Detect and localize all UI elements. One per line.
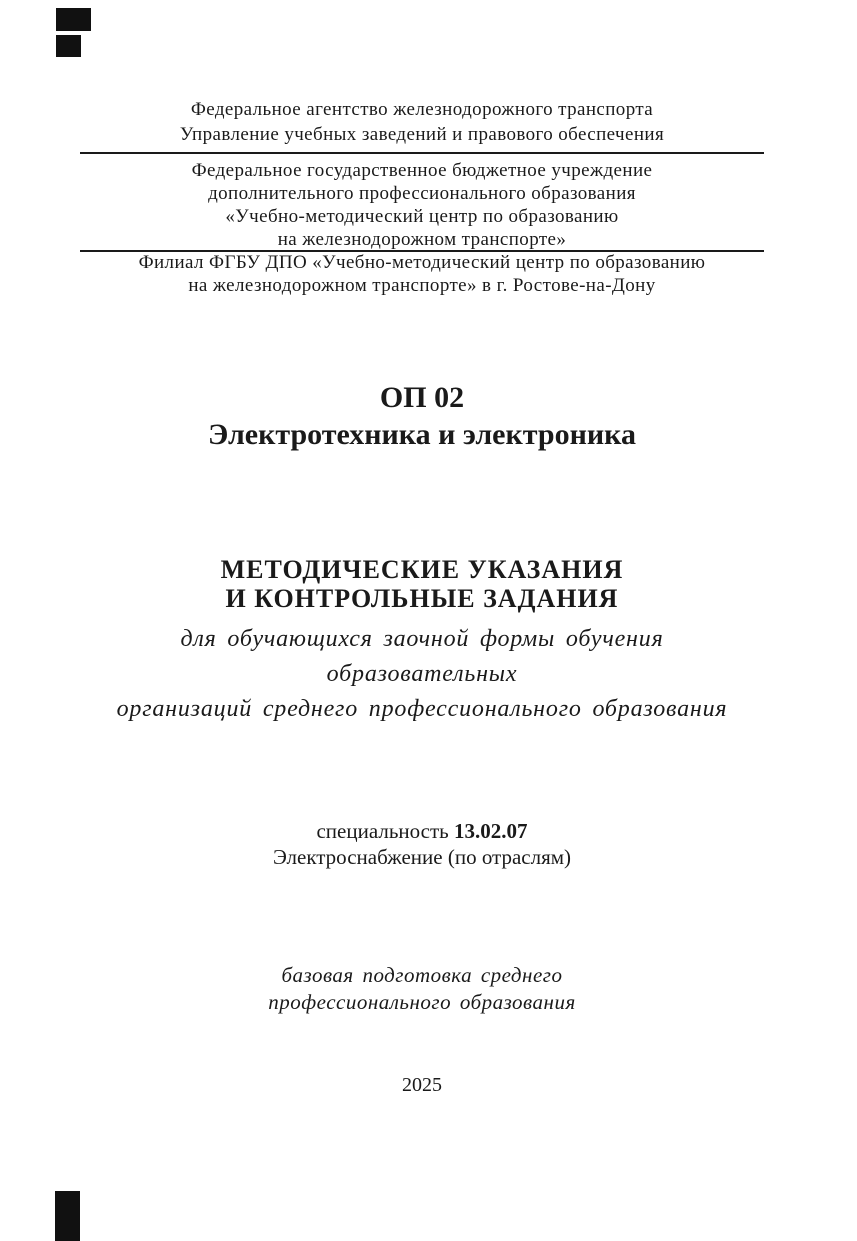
audience-line: для обучающихся заочной формы обучения образовательных <box>180 626 664 687</box>
branch-header <box>80 251 764 297</box>
document-type-heading <box>80 555 764 613</box>
training-line: профессионального образования <box>268 990 576 1014</box>
branch-line: на железнодорожном транспорте» в г. Ростове-на-Дону <box>188 275 656 296</box>
agency-line: Управление учебных заведений и правового обеспечения <box>179 124 665 145</box>
specialty-label: специальность <box>316 819 449 843</box>
doc-type-line: МЕТОДИЧЕСКИЕ УКАЗАНИЯ <box>220 555 624 584</box>
institution-line: Федеральное государственное бюджетное учреждение <box>191 160 653 181</box>
institution-header <box>80 159 764 251</box>
specialty-name: Электроснабжение (по отраслям) <box>272 845 572 869</box>
specialty-section <box>80 818 764 870</box>
audience-line: организаций среднего профессионального образования <box>116 696 728 722</box>
horizontal-rule <box>80 152 764 154</box>
training-line: базовая подготовка среднего <box>281 963 563 987</box>
audience-subtitle <box>80 622 764 727</box>
publication-year: 2025 <box>402 1074 442 1096</box>
training-level <box>80 962 764 1016</box>
course-name: Электротехника и электроника <box>208 418 636 451</box>
scan-artifact-mark <box>55 1191 80 1241</box>
scan-artifact-mark <box>56 8 91 31</box>
institution-line: «Учебно-методический центр по образованию <box>225 206 619 227</box>
doc-type-line: И КОНТРОЛЬНЫЕ ЗАДАНИЯ <box>225 584 619 613</box>
course-code: ОП 02 <box>379 381 465 414</box>
specialty-line <box>80 818 764 844</box>
scan-artifact-mark <box>56 35 81 57</box>
institution-line: дополнительного профессионального образования <box>208 183 636 204</box>
specialty-code: 13.02.07 <box>454 819 528 843</box>
agency-line: Федеральное агентство железнодорожного транспорта <box>190 99 654 120</box>
agency-header <box>80 97 764 147</box>
branch-line: Филиал ФГБУ ДПО «Учебно-методический центр по образованию <box>138 252 706 273</box>
institution-line: на железнодорожном транспорте» <box>277 229 567 250</box>
course-title <box>80 379 764 453</box>
